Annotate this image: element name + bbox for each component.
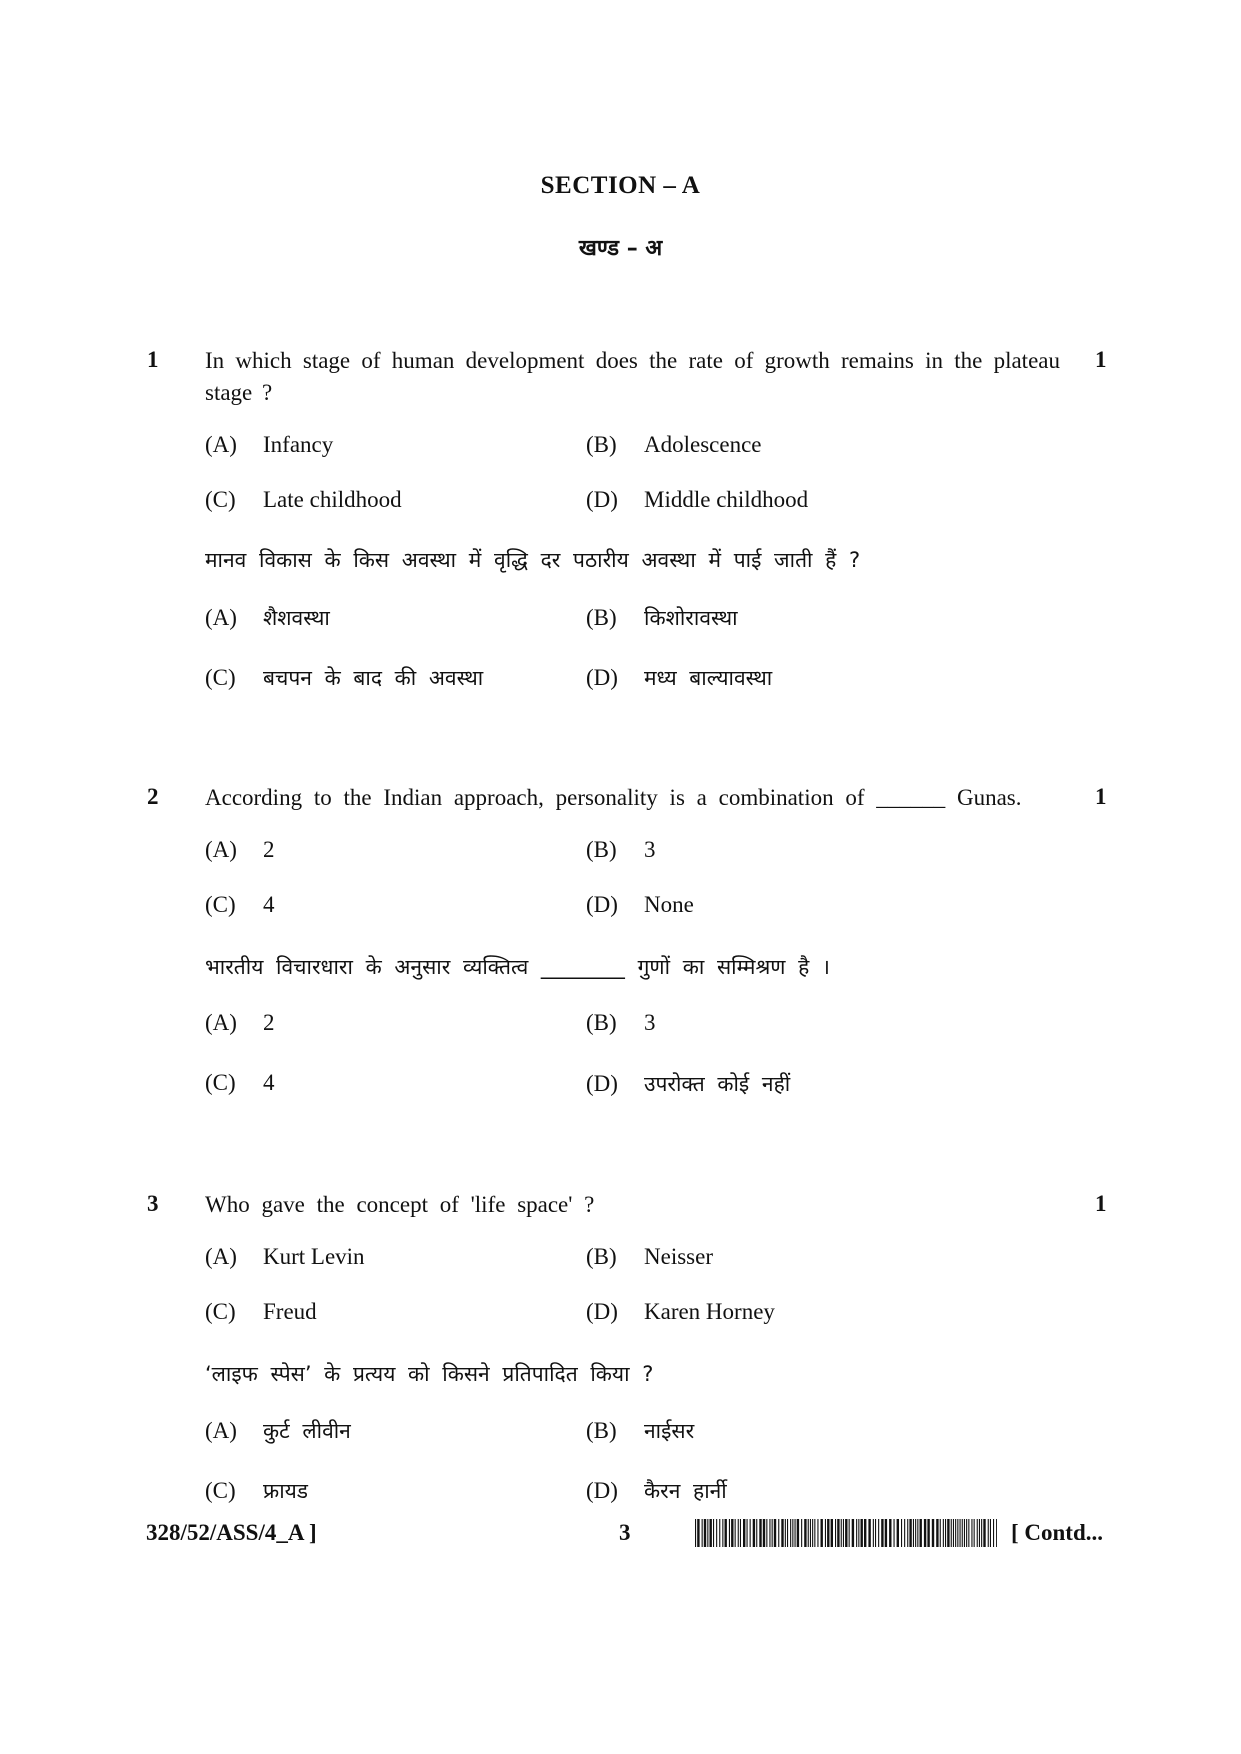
- barcode-bar: [704, 1519, 706, 1547]
- barcode-bar: [917, 1519, 918, 1547]
- option-text: Kurt Levin: [263, 1244, 365, 1269]
- question-text-en: In which stage of human development does the rate of growth remains in the plateau stage ?: [205, 348, 1060, 405]
- page-number: 3: [619, 1520, 631, 1545]
- option-a-hi: [205, 1417, 351, 1445]
- option-text: नाईसर: [644, 1419, 695, 1443]
- barcode-bar: [695, 1519, 696, 1547]
- barcode-bar: [920, 1519, 922, 1547]
- option-c: [205, 892, 275, 918]
- option-text: कैरन हार्नी: [644, 1479, 727, 1503]
- question-number: 2: [147, 784, 159, 809]
- question-text-hi: भारतीय विचारधारा के अनुसार व्यक्तित्व ________ गुणों का सम्मिश्रण है ।: [205, 955, 830, 979]
- option-label: (D): [586, 1071, 618, 1096]
- barcode-bar: [964, 1519, 965, 1547]
- barcode-bar: [996, 1519, 997, 1547]
- barcode-bar: [843, 1519, 844, 1547]
- barcode-bar: [966, 1519, 967, 1547]
- barcode-bar: [861, 1519, 863, 1547]
- barcode-bar: [710, 1519, 712, 1547]
- barcode-bar: [983, 1519, 985, 1547]
- question-marks: 1: [1095, 784, 1107, 809]
- option-label: (A): [205, 432, 237, 457]
- barcode-bar: [940, 1519, 941, 1547]
- barcode-bar: [707, 1519, 708, 1547]
- option-text: 2: [263, 1010, 275, 1035]
- barcode-bar: [856, 1519, 857, 1547]
- barcode-bar: [817, 1519, 818, 1547]
- option-label: (D): [586, 487, 618, 512]
- option-text: उपरोक्त कोई नहीं: [644, 1072, 791, 1096]
- option-label: (D): [586, 1299, 618, 1324]
- barcode-bar: [774, 1519, 776, 1547]
- paper-code: 328/52/ASS/4_A ]: [146, 1520, 317, 1545]
- barcode-bar: [740, 1519, 741, 1547]
- barcode-bar: [738, 1519, 739, 1547]
- option-text: कुर्ट लीवीन: [263, 1419, 351, 1443]
- barcode-bar: [945, 1519, 946, 1547]
- barcode-bar: [831, 1519, 833, 1547]
- option-label: (C): [205, 1299, 236, 1324]
- question-marks: 1: [1095, 1191, 1107, 1216]
- option-d-hi: [586, 1070, 790, 1098]
- option-b: [586, 1244, 713, 1270]
- option-d-hi: [586, 1477, 727, 1505]
- option-label: (A): [205, 1010, 237, 1035]
- option-label: (D): [586, 1478, 618, 1503]
- option-b: [586, 837, 656, 863]
- barcode-bar: [924, 1519, 926, 1547]
- option-b-hi: [586, 1417, 694, 1445]
- barcode-bar: [901, 1519, 902, 1547]
- option-label: (D): [586, 892, 618, 917]
- option-text: None: [644, 892, 694, 917]
- barcode-bar: [814, 1519, 815, 1547]
- barcode-bar: [827, 1519, 829, 1547]
- barcode-bar: [812, 1519, 813, 1547]
- barcode-bar: [787, 1519, 788, 1547]
- barcode-bar: [841, 1519, 842, 1547]
- barcode-bar: [772, 1519, 773, 1547]
- barcode-bar: [875, 1519, 876, 1547]
- option-label: (C): [205, 487, 236, 512]
- option-text: Karen Horney: [644, 1299, 775, 1324]
- option-d-hi: [586, 664, 772, 692]
- section-subtitle: खण्ड – अ: [578, 236, 663, 261]
- option-c: [205, 487, 402, 513]
- option-text: फ्रायड: [263, 1479, 309, 1503]
- option-d: [586, 1299, 775, 1325]
- barcode-bar: [858, 1519, 859, 1547]
- barcode-bar: [781, 1519, 783, 1547]
- option-text: Late childhood: [263, 487, 402, 512]
- barcode-bar: [915, 1519, 916, 1547]
- option-c-hi: [205, 1477, 308, 1505]
- option-text: मध्य बाल्यावस्था: [644, 666, 773, 690]
- barcode-bar: [868, 1519, 870, 1547]
- barcode-bar: [971, 1519, 972, 1547]
- barcode-bar: [881, 1519, 883, 1547]
- barcode-bar: [909, 1519, 911, 1547]
- question-text-hi: मानव विकास के किस अवस्था में वृद्धि दर पठारीय अवस्था में पाई जाती हैं ?: [205, 548, 861, 572]
- question-number: 3: [147, 1191, 159, 1216]
- option-a-hi: [205, 604, 330, 632]
- barcode-bar: [716, 1519, 717, 1547]
- barcode-bar: [795, 1519, 796, 1547]
- option-text: Middle childhood: [644, 487, 809, 512]
- option-label: (D): [586, 665, 618, 690]
- barcode-bar: [885, 1519, 887, 1547]
- barcode-bar: [993, 1519, 994, 1547]
- option-text: Neisser: [644, 1244, 713, 1269]
- option-label: (B): [586, 432, 617, 457]
- barcode-bar: [835, 1519, 836, 1547]
- option-text: बचपन के बाद की अवस्था: [263, 666, 484, 690]
- barcode-bar: [894, 1519, 895, 1547]
- barcode-bar: [763, 1519, 765, 1547]
- barcode-bar: [810, 1519, 811, 1547]
- barcode-bar: [873, 1519, 874, 1547]
- barcode-bar: [907, 1519, 908, 1547]
- option-label: (B): [586, 837, 617, 862]
- option-text: किशोरावस्था: [644, 606, 738, 630]
- barcode-bar: [801, 1519, 802, 1547]
- barcode-bar: [750, 1519, 751, 1547]
- barcode-bar: [719, 1519, 720, 1547]
- option-a-hi: [205, 1010, 275, 1036]
- barcode-bar: [759, 1519, 761, 1547]
- barcode-bar: [960, 1519, 961, 1547]
- continued-label: [ Contd...: [1011, 1520, 1104, 1545]
- barcode-bar: [735, 1519, 736, 1547]
- barcode-bar: [936, 1519, 938, 1547]
- barcode-bar: [766, 1519, 767, 1547]
- barcode-bar: [731, 1519, 733, 1547]
- barcode-bar: [927, 1519, 929, 1547]
- option-text: 3: [644, 1010, 656, 1035]
- option-c-hi: [205, 1070, 275, 1096]
- option-d: [586, 487, 808, 513]
- section-title: SECTION – A: [540, 172, 701, 199]
- barcode-bar: [943, 1519, 944, 1547]
- option-label: (B): [586, 1244, 617, 1269]
- barcode-bar: [904, 1519, 905, 1547]
- option-label: (B): [586, 1010, 617, 1035]
- option-text: 2: [263, 837, 275, 862]
- barcode-bar: [769, 1519, 770, 1547]
- option-b: [586, 432, 762, 458]
- option-label: (C): [205, 665, 236, 690]
- barcode-bar: [981, 1519, 982, 1547]
- option-text: 4: [263, 1070, 275, 1095]
- option-b-hi: [586, 1010, 656, 1036]
- barcode-bar: [968, 1519, 969, 1547]
- option-label: (C): [205, 1070, 236, 1095]
- barcode-bar: [743, 1519, 745, 1547]
- option-label: (C): [205, 1478, 236, 1503]
- barcode-bar: [962, 1519, 963, 1547]
- option-text: Adolescence: [644, 432, 762, 457]
- option-label: (A): [205, 605, 237, 630]
- barcode-bar: [979, 1519, 980, 1547]
- question-text-hi: ‘लाइफ स्पेस’ के प्रत्यय को किसने प्रतिपादित किया ?: [205, 1362, 654, 1386]
- barcode-bar: [697, 1519, 699, 1547]
- option-label: (A): [205, 1244, 237, 1269]
- barcode-bar: [955, 1519, 956, 1547]
- barcode-bar: [889, 1519, 891, 1547]
- option-c-hi: [205, 664, 483, 692]
- barcode-bar: [932, 1519, 934, 1547]
- option-c: [205, 1299, 317, 1325]
- option-text: शैशवस्था: [263, 606, 330, 630]
- barcode-bar: [953, 1519, 954, 1547]
- barcode-bar: [797, 1519, 799, 1547]
- option-label: (B): [586, 605, 617, 630]
- barcode-bar: [713, 1519, 714, 1547]
- barcode-bar: [821, 1519, 823, 1547]
- barcode-bar: [837, 1519, 839, 1547]
- option-text: 3: [644, 837, 656, 862]
- barcode-bar: [825, 1519, 826, 1547]
- option-label: (A): [205, 1418, 237, 1443]
- barcode-bar: [878, 1519, 879, 1547]
- barcode-bar: [756, 1519, 757, 1547]
- question-text-en: According to the Indian approach, personality is a combination of ______ Gunas.: [205, 785, 1022, 810]
- barcode-bar: [747, 1519, 748, 1547]
- option-a: [205, 432, 333, 458]
- option-label: (C): [205, 892, 236, 917]
- option-label: (A): [205, 837, 237, 862]
- barcode-bar: [913, 1519, 914, 1547]
- option-text: Freud: [263, 1299, 317, 1324]
- option-label: (B): [586, 1418, 617, 1443]
- barcode-bar: [990, 1519, 991, 1547]
- barcode-bar: [753, 1519, 755, 1547]
- barcode-bar: [808, 1519, 809, 1547]
- barcode-bar: [725, 1519, 727, 1547]
- barcode-bar: [785, 1519, 786, 1547]
- barcode-bar: [947, 1519, 949, 1547]
- barcode-bar: [974, 1519, 975, 1547]
- barcode-bar: [722, 1519, 723, 1547]
- barcode-bar: [845, 1519, 847, 1547]
- question-number: 1: [147, 347, 159, 372]
- barcode-bar: [790, 1519, 791, 1547]
- option-text: Infancy: [263, 432, 334, 457]
- barcode-bar: [804, 1519, 806, 1547]
- option-b-hi: [586, 604, 738, 632]
- barcode-bar: [702, 1519, 703, 1547]
- option-a: [205, 837, 275, 863]
- option-d: [586, 892, 694, 918]
- barcode-bar: [792, 1519, 793, 1547]
- question-marks: 1: [1095, 347, 1107, 372]
- option-a: [205, 1244, 365, 1270]
- barcode-bar: [957, 1519, 958, 1547]
- option-text: 4: [263, 892, 275, 917]
- barcode: [695, 1519, 997, 1547]
- question-text-en: Who gave the concept of 'life space' ?: [205, 1192, 595, 1217]
- barcode-bar: [864, 1519, 866, 1547]
- barcode-bar: [951, 1519, 952, 1547]
- barcode-bar: [977, 1519, 978, 1547]
- barcode-bar: [897, 1519, 899, 1547]
- barcode-bar: [852, 1519, 854, 1547]
- barcode-bar: [849, 1519, 850, 1547]
- barcode-bar: [778, 1519, 779, 1547]
- barcode-bar: [729, 1519, 730, 1547]
- barcode-bar: [988, 1519, 989, 1547]
